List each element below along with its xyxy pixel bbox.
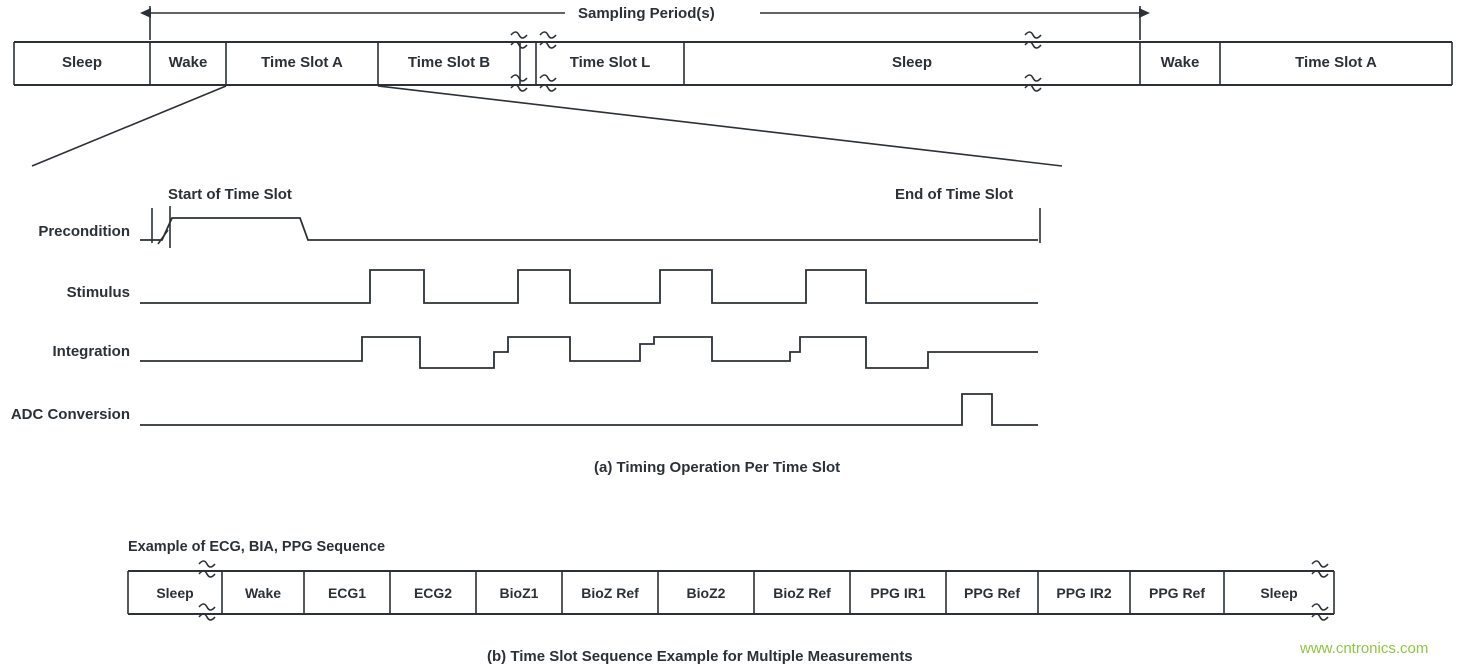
sequence-slot-bioz1: BioZ1 — [499, 585, 539, 601]
watermark: www.cntronics.com — [1300, 640, 1429, 657]
timeline-slot-wake-2: Wake — [1160, 54, 1200, 71]
timeline-slot-sleep-2: Sleep — [891, 54, 933, 71]
signal-label-precondition: Precondition — [38, 223, 130, 240]
caption-b: (b) Time Slot Sequence Example for Multiple Measurements — [487, 648, 913, 665]
caption-a: (a) Timing Operation Per Time Slot — [594, 459, 841, 476]
end-of-time-slot-label: End of Time Slot — [895, 186, 1014, 203]
sampling-period-label: Sampling Period(s) — [578, 5, 715, 22]
sequence-slot-bioz2: BioZ2 — [686, 585, 726, 601]
sequence-title: Example of ECG, BIA, PPG Sequence — [128, 539, 386, 555]
sequence-slot-ppg-ref-1: PPG Ref — [963, 585, 1020, 601]
timeline-slot-a-1: Time Slot A — [261, 54, 343, 71]
timeline-slot-b: Time Slot B — [407, 54, 491, 71]
timeline-slot-wake-1: Wake — [168, 54, 208, 71]
sequence-slot-sleep-2: Sleep — [1260, 585, 1298, 601]
sequence-slot-bioz-ref-2: BioZ Ref — [773, 585, 831, 601]
timeline-slot-a-2: Time Slot A — [1295, 54, 1377, 71]
signal-label-integration: Integration — [52, 343, 130, 360]
sequence-slot-bioz-ref-1: BioZ Ref — [581, 585, 639, 601]
sequence-slot-ppg-ref-2: PPG Ref — [1148, 585, 1205, 601]
signal-label-stimulus: Stimulus — [66, 284, 130, 301]
timeline-slot-sleep-1: Sleep — [61, 54, 103, 71]
sequence-slot-ecg1: ECG1 — [327, 585, 367, 601]
sequence-slot-wake: Wake — [244, 585, 282, 601]
sequence-slot-ecg2: ECG2 — [413, 585, 453, 601]
start-of-time-slot-label: Start of Time Slot — [168, 186, 292, 203]
sequence-slot-ppg-ir2: PPG IR2 — [1056, 585, 1112, 601]
signal-label-adc-conversion: ADC Conversion — [10, 406, 130, 423]
sequence-slot-ppg-ir1: PPG IR1 — [870, 585, 926, 601]
sequence-slot-sleep-1: Sleep — [156, 585, 194, 601]
timeline-slot-l: Time Slot L — [569, 54, 651, 71]
